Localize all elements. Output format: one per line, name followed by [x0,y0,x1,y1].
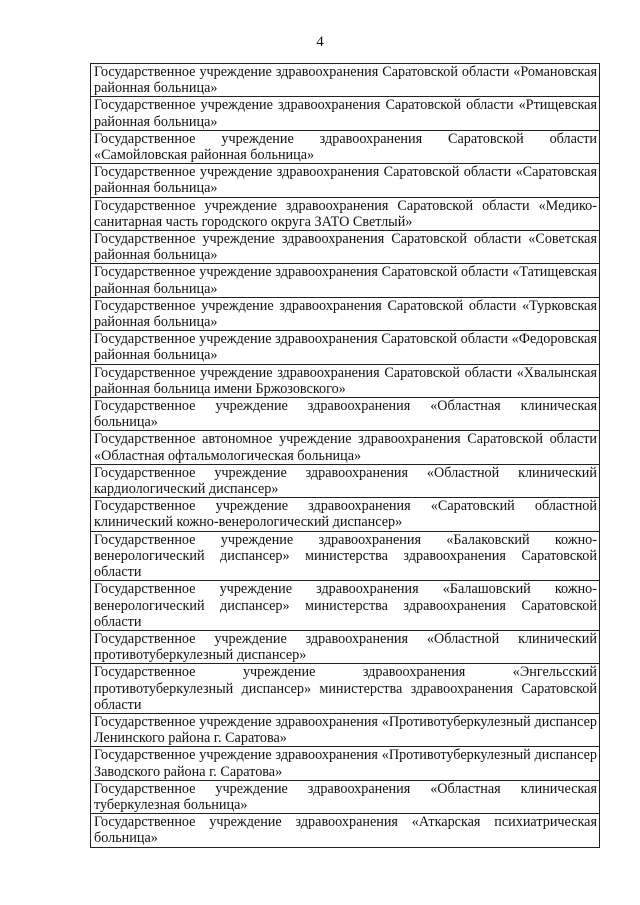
table-row [91,498,600,531]
table-cell: Государственное учреждение здравоохранения «Балаковский кожно-венерологический диспансер» министерства здравоохранения Саратовской области [91,531,600,581]
table-cell: Государственное учреждение здравоохранения Саратовской области «Саратовская районная больница» [91,164,600,197]
table-row [91,713,600,746]
table-cell: Государственное учреждение здравоохранения Саратовской области «Советская районная больница» [91,231,600,264]
table-cell: Государственное учреждение здравоохранения «Областной клинический противотуберкулезный диспансер» [91,630,600,663]
table-cell: Государственное учреждение здравоохранения «Противотуберкулезный диспансер Заводского района г. Саратова» [91,747,600,780]
table-cell: Государственное учреждение здравоохранения Саратовской области «Самойловская районная больница» [91,130,600,163]
institutions-table [90,63,600,848]
table-cell: Государственное учреждение здравоохранения Саратовской области «Ртищевская районная больница» [91,97,600,130]
table-cell: Государственное учреждение здравоохранения «Противотуберкулезный диспансер Ленинского района г. Саратова» [91,713,600,746]
table-row [91,747,600,780]
table-row [91,464,600,497]
table-cell: Государственное учреждение здравоохранения Саратовской области «Романовская районная больница» [91,64,600,97]
table-cell: Государственное учреждение здравоохранения «Областной клинический кардиологический диспансер» [91,464,600,497]
table-cell: Государственное учреждение здравоохранения Саратовской области «Татищевская районная больница» [91,264,600,297]
table-row [91,331,600,364]
table-row [91,398,600,431]
table-row [91,97,600,130]
table-cell: Государственное учреждение здравоохранения Саратовской области «Федоровская районная больница» [91,331,600,364]
table-cell: Государственное учреждение здравоохранения Саратовской области «Хвалынская районная больница имени Бржозовского» [91,364,600,397]
table-cell: Государственное учреждение здравоохранения Саратовской области «Медико-санитарная часть городского округа ЗАТО Светлый» [91,197,600,230]
table-cell: Государственное учреждение здравоохранения «Областная клиническая больница» [91,398,600,431]
table-row [91,780,600,813]
table-cell: Государственное автономное учреждение здравоохранения Саратовской области «Областная офтальмологическая больница» [91,431,600,464]
table-row [91,630,600,663]
table-row [91,64,600,97]
table-row [91,664,600,714]
table-row [91,264,600,297]
page-number: 4 [316,34,324,50]
table-row [91,164,600,197]
table-cell: Государственное учреждение здравоохранения «Энгельсский противотуберкулезный диспансер» министерства здравоохранения Саратовской области [91,664,600,714]
table-row [91,431,600,464]
table-row [91,197,600,230]
table-row [91,231,600,264]
table-cell: Государственное учреждение здравоохранения «Саратовский областной клинический кожно-венерологический диспансер» [91,498,600,531]
table-cell: Государственное учреждение здравоохранения Саратовской области «Турковская районная больница» [91,297,600,330]
table-cell: Государственное учреждение здравоохранения «Балашовский кожно-венерологический диспансер» министерства здравоохранения Саратовской области [91,581,600,631]
table-cell: Государственное учреждение здравоохранения «Областная клиническая туберкулезная больница» [91,780,600,813]
table-row [91,814,600,847]
table-row [91,130,600,163]
table-row [91,581,600,631]
table-row [91,531,600,581]
table-cell: Государственное учреждение здравоохранения «Аткарская психиатрическая больница» [91,814,600,847]
table-row [91,297,600,330]
table-row [91,364,600,397]
